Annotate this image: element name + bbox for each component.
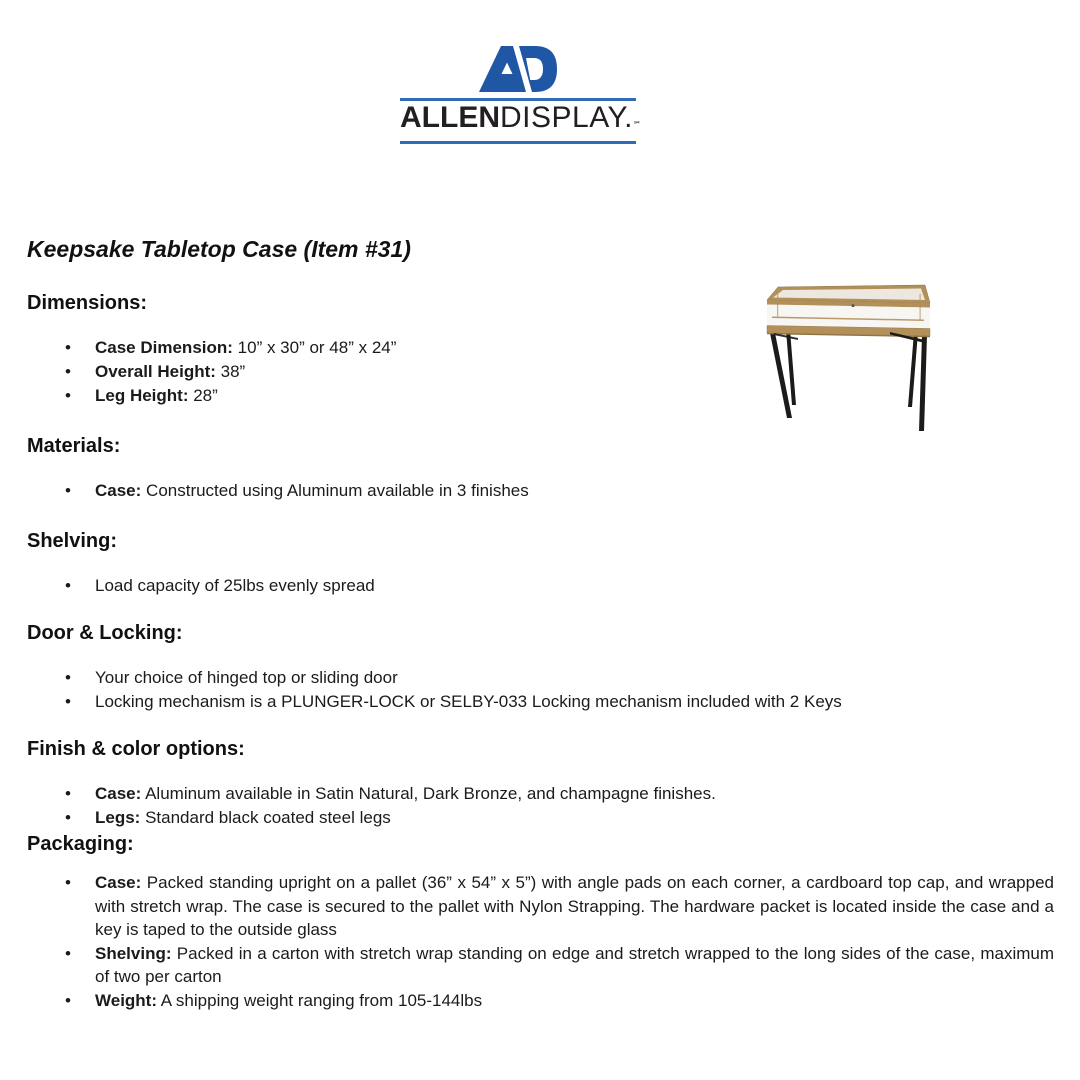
bullet-label: Case Dimension: bbox=[95, 338, 233, 357]
packaging-list bbox=[27, 871, 1054, 1012]
list-item bbox=[95, 574, 1054, 598]
bullet-label: Overall Height: bbox=[95, 362, 216, 381]
bullet-label: Legs: bbox=[95, 808, 141, 827]
shelving-list bbox=[27, 574, 1054, 598]
ad-monogram-icon bbox=[479, 44, 557, 92]
section-heading-finish-color: Finish & color options: bbox=[27, 738, 245, 760]
section-door-locking bbox=[27, 620, 1054, 714]
bullet-text: Packed standing upright on a pallet (36” x 54” x 5”) with angle pads on each corner, a cardboard top cap, and wrapped with stretch wrap. The case is secured to the pallet with Nylon Strapping. The hardware packet is located inside the case and a key is taped to the outside glass bbox=[95, 873, 1054, 939]
bullet-label: Case: bbox=[95, 784, 142, 803]
section-finish-color bbox=[27, 736, 1054, 830]
bullet-text: A shipping weight ranging from 105-144lbs bbox=[157, 990, 483, 1010]
monogram-letter-d bbox=[519, 46, 557, 92]
section-heading-shelving: Shelving: bbox=[27, 530, 118, 552]
section-shelving bbox=[27, 528, 1054, 598]
case-body bbox=[767, 285, 930, 337]
bullet-label: Weight: bbox=[95, 990, 158, 1010]
list-item bbox=[95, 989, 1054, 1013]
bullet-text: Packed in a carton with stretch wrap standing on edge and stretch wrapped to the long sides of the case, maximum of two per carton bbox=[95, 943, 1054, 986]
monogram-letter-a bbox=[479, 46, 526, 92]
display-case-illustration bbox=[762, 283, 952, 433]
lock-icon bbox=[852, 304, 855, 307]
section-materials bbox=[27, 433, 1054, 503]
list-item bbox=[95, 871, 1054, 942]
section-packaging bbox=[27, 831, 1054, 1012]
brand-rule-bottom bbox=[400, 141, 636, 144]
brand-allen: ALLEN bbox=[400, 101, 500, 134]
bullet-label: Case: bbox=[95, 873, 142, 892]
materials-list bbox=[27, 479, 1054, 503]
brand-logo bbox=[400, 0, 642, 144]
list-item bbox=[95, 479, 1054, 503]
section-heading-packaging: Packaging: bbox=[27, 833, 134, 855]
list-item bbox=[95, 942, 1054, 989]
list-item bbox=[95, 690, 1054, 714]
bullet-text: Locking mechanism is a PLUNGER-LOCK or SELBY-033 Locking mechanism included with 2 Keys bbox=[95, 692, 842, 711]
bullet-text: Constructed using Aluminum available in 3 finishes bbox=[141, 481, 529, 500]
bullet-text: 10” x 30” or 48” x 24” bbox=[232, 338, 397, 357]
door-locking-list bbox=[27, 666, 1054, 714]
bullet-text: Load capacity of 25lbs evenly spread bbox=[95, 576, 375, 595]
product-photo bbox=[762, 283, 952, 433]
section-heading-materials: Materials: bbox=[27, 435, 121, 457]
case-legs bbox=[770, 330, 927, 431]
bullet-label: Shelving: bbox=[95, 943, 172, 963]
bullet-text: 28” bbox=[188, 386, 218, 405]
list-item bbox=[95, 666, 1054, 690]
bullet-label: Case: bbox=[95, 481, 142, 500]
bullet-label: Leg Height: bbox=[95, 386, 189, 405]
page-title: Keepsake Tabletop Case (Item #31) bbox=[27, 236, 411, 262]
bullet-text: Aluminum available in Satin Natural, Dark Bronze, and champagne finishes. bbox=[141, 784, 716, 803]
section-heading-dimensions: Dimensions: bbox=[27, 292, 148, 314]
list-item bbox=[95, 782, 1054, 806]
brand-display: DISPLAY. bbox=[500, 101, 633, 134]
service-mark-icon: ℠ bbox=[632, 120, 642, 129]
bullet-text: 38” bbox=[215, 362, 246, 381]
bullet-text: Standard black coated steel legs bbox=[140, 808, 391, 827]
list-item bbox=[95, 806, 1054, 830]
finish-color-list bbox=[27, 782, 1054, 830]
bullet-text: Your choice of hinged top or sliding door bbox=[95, 668, 398, 687]
section-heading-door-locking: Door & Locking: bbox=[27, 622, 183, 644]
brand-wordmark bbox=[400, 101, 642, 141]
